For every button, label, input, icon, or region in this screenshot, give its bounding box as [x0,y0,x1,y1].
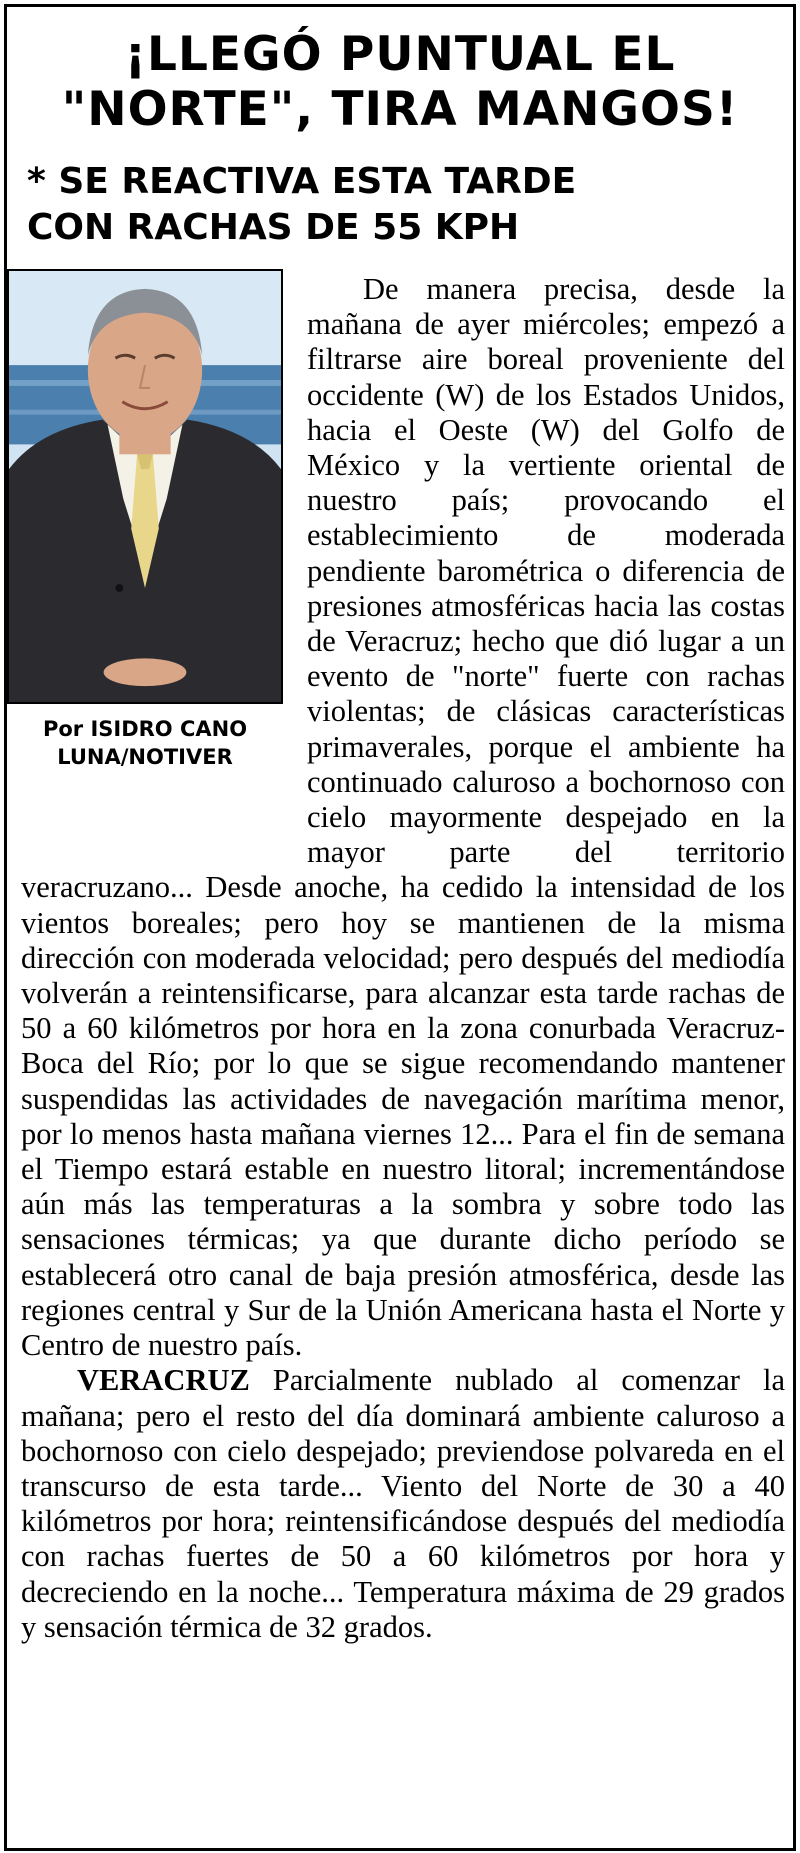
city-label: VERACRUZ [77,1363,250,1398]
byline-line-1: Por ISIDRO CANO [42,717,248,741]
headline-line-2: "NORTE", TIRA MANGOS! [61,82,739,137]
photo-wrap-spacer [21,272,307,837]
headline [7,27,793,137]
article-body [21,272,785,1645]
subheadline [27,159,727,251]
subheadline-line-1: * SE REACTIVA ESTA TARDE [27,161,577,202]
subheadline-line-2: CON RACHAS DE 55 KPH [27,207,520,248]
headline-line-1: ¡LLEGÓ PUNTUAL EL [124,27,676,82]
newspaper-clipping [4,4,796,1851]
article-paragraph-2-text: Parcialmente nublado al comenzar la mañana; pero el resto del día dominará ambiente caluroso a bochornoso con cielo despejado; previendose polvareda en el transcurso de esta tarde... Viento del Norte de 30 a 40 kilómetros por hora; reintensificándose después del mediodía con rachas fuertes de 50 a 60 kilómetros por hora y decreciendo en la noche... Temperatura máxima de 29 grados y sensación térmica de 32 grados. [21,1363,786,1644]
article-paragraph-2 [21,1363,785,1645]
article-paragraph-1: De manera precisa, desde la mañana de ayer miércoles; empezó a filtrarse aire boreal proveniente del occidente (W) de los Estados Unidos, hacia el Oeste (W) del Golfo de México y la vertiente oriental de nuestro país; provocando el establecimiento de moderada pendiente barométrica o diferencia de presiones atmosféricas hacia las costas de Veracruz; hecho que dió lugar a un evento de "norte" fuerte con rachas violentas; de clásicas características primaverales, porque el ambiente ha continuado caluroso a bochornoso con cielo mayormente despejado en la mayor parte del territorio veracruzano... Desde anoche, ha cedido la intensidad de los vientos boreales; pero hoy se mantienen de la misma dirección con moderada velocidad; pero después del mediodía volverán a reintensificarse, para alcanzar esta tarde rachas de 50 a 60 kilómetros por hora en la zona conurbada Veracruz-Boca del Río; por lo que se sigue recomendando mantener suspendidas las actividades de navegación marítima menor, por lo menos hasta mañana viernes 12... Para el fin de semana el Tiempo estará estable en nuestro litoral; incrementándose aún más las temperaturas a la sombra y sobre todo las sensaciones térmicas; ya que durante dicho período se establecerá otro canal de baja presión atmosférica, desde las regiones central y Sur de la Unión Americana hasta el Norte y Centro de nuestro país. [21,272,785,1363]
byline-line-2: LUNA/NOTIVER [57,745,233,769]
